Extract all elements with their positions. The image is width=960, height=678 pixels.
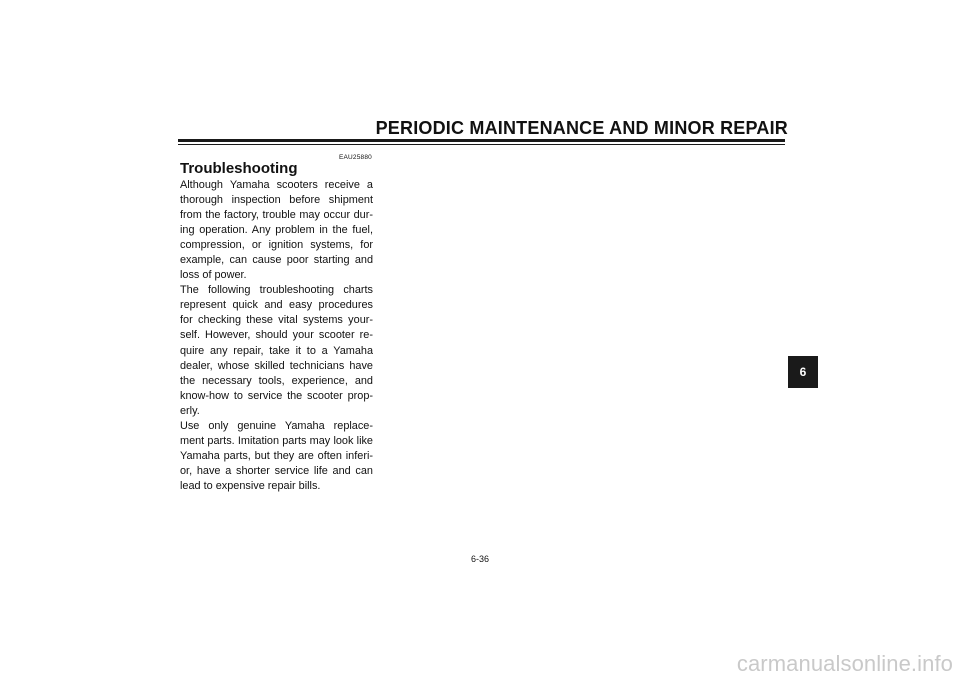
- body-line: The following troubleshooting charts: [180, 284, 373, 297]
- body-line: lead to expensive repair bills.: [180, 479, 321, 492]
- body-line: dealer, whose skilled technicians have: [180, 359, 373, 372]
- body-line: or, have a shorter service life and can: [180, 464, 373, 477]
- watermark: carmanualsonline.info: [736, 651, 953, 676]
- body-line: thorough inspection before shipment: [180, 194, 373, 207]
- body-line: Yamaha parts, but they are often inferi-: [180, 449, 373, 462]
- body-line: Although Yamaha scooters receive a: [180, 179, 373, 191]
- chapter-tab: [788, 356, 818, 388]
- body-line: example, can cause poor starting and: [180, 254, 373, 267]
- body-line: represent quick and easy procedures: [180, 299, 373, 312]
- body-line: quire any repair, take it to a Yamaha: [180, 344, 373, 357]
- body-line: loss of power.: [180, 269, 247, 282]
- body-line: self. However, should your scooter re-: [180, 329, 373, 342]
- page-number: 6-36: [470, 554, 489, 564]
- body-line: from the factory, trouble may occur dur-: [180, 209, 373, 222]
- body-line: the necessary tools, experience, and: [180, 374, 373, 387]
- body-line: for checking these vital systems your-: [180, 314, 373, 327]
- body-line: Use only genuine Yamaha replace-: [180, 419, 373, 432]
- body-line: ment parts. Imitation parts may look like: [180, 434, 373, 447]
- section-heading: Troubleshooting: [180, 160, 298, 177]
- body-line: know-how to service the scooter prop-: [180, 389, 373, 402]
- header-rule-thick: [178, 139, 785, 142]
- body-line: erly.: [180, 404, 200, 417]
- body-line: ing operation. Any problem in the fuel,: [180, 224, 373, 237]
- body-text-column: [180, 178, 373, 494]
- page-header-title: PERIODIC MAINTENANCE AND MINOR REPAIR: [375, 118, 788, 138]
- header-rule-thin: [178, 144, 785, 145]
- body-line: compression, or ignition systems, for: [180, 239, 373, 252]
- chapter-tab-number: 6: [799, 365, 807, 379]
- section-reference-code: EAU25880: [338, 154, 372, 161]
